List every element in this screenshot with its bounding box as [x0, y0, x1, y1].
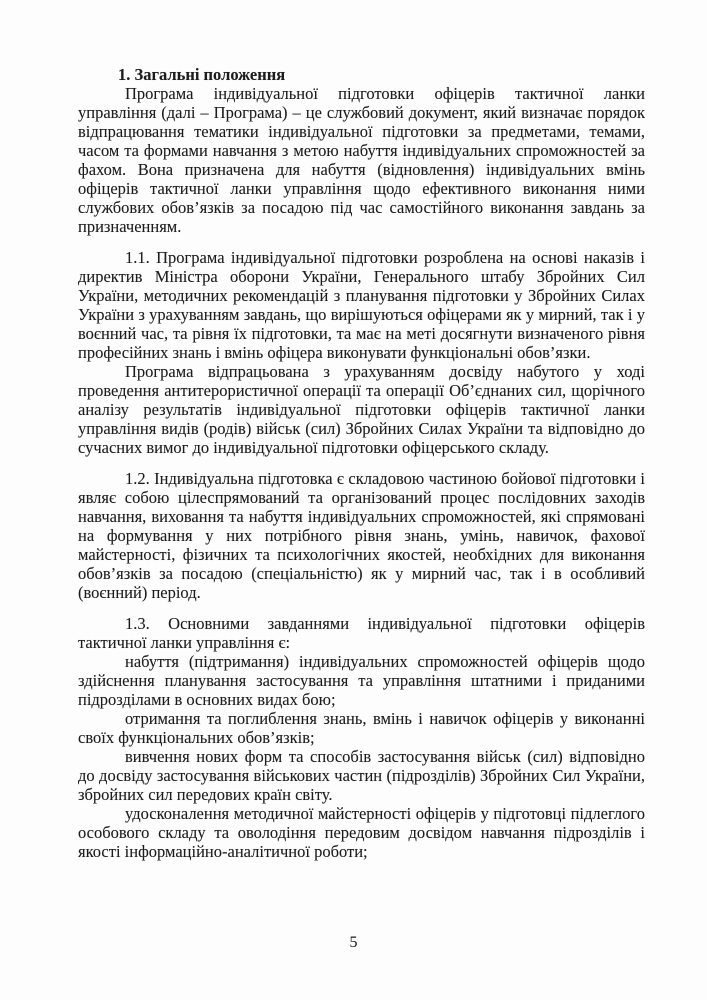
paragraph-1-1: 1.1. Програма індивідуальної підготовки розроблена на основі наказів і директив Міністра оборони України, Генерального штабу Збройних Сил України, методичних рекомендацій з планування підготовки у Збройних Силах України з урахуванням завдань, що вирішуються офіцерами як у мирний, так і у воєнний час, та рівня їх підготовки, та має на меті досягнути визначеного рівня професійних знань і вмінь офіцера виконувати функціональні обов’язки.: [78, 248, 645, 362]
paragraph-1-3-item-2: отримання та поглиблення знань, вмінь і навичок офіцерів у виконанні своїх функціональних обов’язків;: [78, 709, 645, 747]
paragraph-1-3-item-3: вивчення нових форм та способів застосування військ (сил) відповідно до досвіду застосування військових частин (підрозділів) Збройних Сил України, збройних сил передових країн світу.: [78, 747, 645, 804]
paragraph-1-2: 1.2. Індивідуальна підготовка є складовою частиною бойової підготовки і являє собою цілеспрямований та організований процес послідовних заходів навчання, виховання та набуття індивідуальних спроможностей, які спрямовані на формування у них потрібного рівня знань, умінь, навичок, фахової майстерності, фізичних та психологічних якостей, необхідних для виконання обов’язків за посадою (спеціальністю) як у мирний час, так і в особливий (воєнний) період.: [78, 469, 645, 602]
paragraph-1-3: 1.3. Основними завданнями індивідуальної підготовки офіцерів тактичної ланки управління є:: [78, 614, 645, 652]
paragraph-1-3-item-4: удосконалення методичної майстерності офіцерів у підготовці підлеглого особового складу та оволодіння передовим досвідом навчання підрозділів і якості інформаційно-аналітичної роботи;: [78, 804, 645, 861]
page-number: 5: [349, 934, 358, 951]
section-heading: 1. Загальні положення: [118, 65, 286, 84]
document-body: [78, 65, 645, 861]
paragraph-intro: Програма індивідуальної підготовки офіцерів тактичної ланки управління (далі – Програма) – це службовий документ, який визначає порядок відпрацювання тематики індивідуальної підготовки за предметами, темами, часом та формами навчання з метою набуття індивідуальних спроможностей за фахом. Вона призначена для набуття (відновлення) індивідуальних вмінь офіцерів тактичної ланки управління щодо ефективного виконання ними службових обов’язків за посадою під час самостійного виконання завдань за призначенням.: [78, 84, 645, 236]
paragraph-1-1-continued: Програма відпрацьована з урахуванням досвіду набутого у ході проведення антитерористичної операції та операції Об’єднаних сил, щорічного аналізу результатів індивідуальної підготовки офіцерів тактичної ланки управління видів (родів) військ (сил) Збройних Силах України та відповідно до сучасних вимог до індивідуальної підготовки офіцерського складу.: [78, 362, 645, 457]
paragraph-1-3-item-1: набуття (підтримання) індивідуальних спроможностей офіцерів щодо здійснення планування застосування та управління штатними і приданими підрозділами в основних видах бою;: [78, 652, 645, 709]
